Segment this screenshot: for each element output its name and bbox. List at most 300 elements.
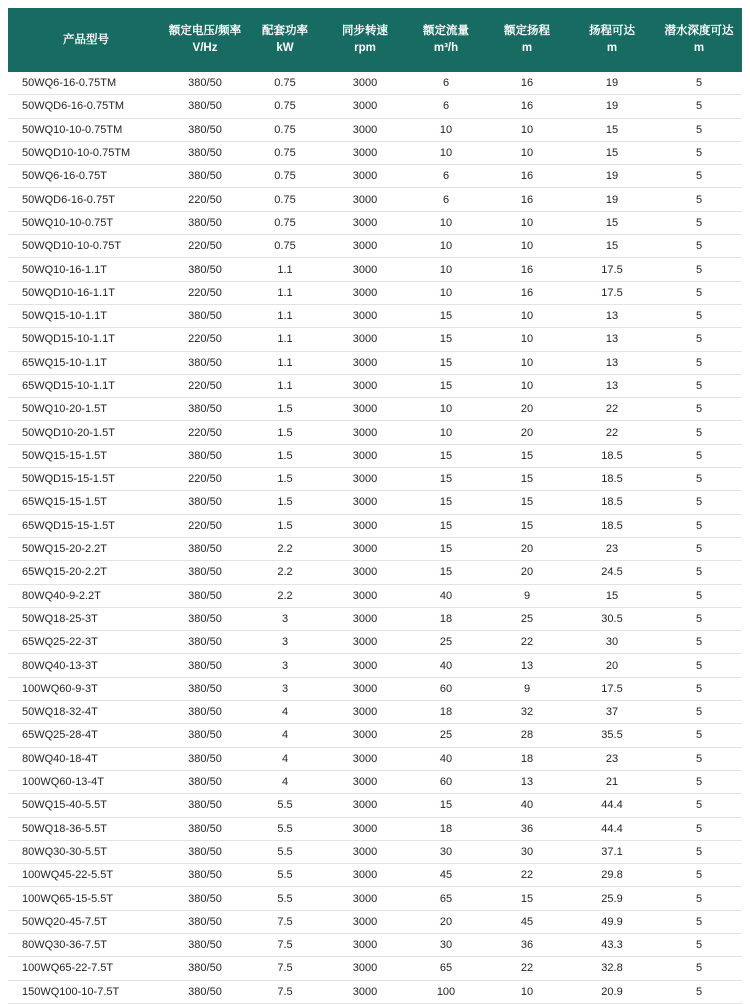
column-header-label: 额定电压/频率 (168, 25, 242, 38)
table-cell: 5 (656, 864, 742, 887)
table-row (8, 258, 742, 281)
column-header-4 (406, 8, 486, 72)
column-header-unit: rpm (354, 42, 376, 54)
table-cell: 3000 (324, 514, 406, 537)
table-cell: 380/50 (164, 654, 246, 677)
table-cell: 5 (656, 584, 742, 607)
table-cell: 10 (406, 398, 486, 421)
table-cell: 3000 (324, 724, 406, 747)
table-cell: 3000 (324, 165, 406, 188)
table-cell: 220/50 (164, 514, 246, 537)
table-cell: 5 (656, 654, 742, 677)
cell-product-model: 50WQ18-32-4T (8, 701, 164, 724)
table-cell: 36 (486, 933, 568, 956)
table-cell: 15 (568, 584, 656, 607)
table-cell: 380/50 (164, 72, 246, 95)
table-cell: 380/50 (164, 258, 246, 281)
table-cell: 6 (406, 165, 486, 188)
table-cell: 5 (656, 910, 742, 933)
table-cell: 40 (406, 654, 486, 677)
table-cell: 1.5 (246, 421, 324, 444)
table-cell: 5 (656, 444, 742, 467)
table-cell: 380/50 (164, 910, 246, 933)
table-cell: 5 (656, 351, 742, 374)
table-cell: 18 (406, 701, 486, 724)
table-cell: 5 (656, 211, 742, 234)
table-cell: 23 (568, 537, 656, 560)
table-cell: 15 (568, 118, 656, 141)
table-cell: 13 (486, 654, 568, 677)
table-cell: 1.5 (246, 491, 324, 514)
table-cell: 3000 (324, 584, 406, 607)
table-cell: 10 (486, 141, 568, 164)
cell-product-model: 50WQ15-10-1.1T (8, 304, 164, 327)
table-cell: 220/50 (164, 235, 246, 258)
table-cell: 3000 (324, 817, 406, 840)
table-cell: 65 (406, 957, 486, 980)
table-cell: 30 (486, 840, 568, 863)
table-cell: 4 (246, 724, 324, 747)
table-row (8, 281, 742, 304)
table-cell: 380/50 (164, 141, 246, 164)
table-cell: 3000 (324, 957, 406, 980)
column-header-label: 额定扬程 (504, 25, 550, 38)
table-cell: 3000 (324, 118, 406, 141)
table-cell: 32.8 (568, 957, 656, 980)
table-cell: 17.5 (568, 281, 656, 304)
table-row (8, 980, 742, 1003)
table-cell: 380/50 (164, 561, 246, 584)
table-cell: 5 (656, 95, 742, 118)
table-cell: 380/50 (164, 211, 246, 234)
table-cell: 25 (486, 607, 568, 630)
cell-product-model: 100WQ60-9-3T (8, 677, 164, 700)
table-cell: 1.1 (246, 258, 324, 281)
table-cell: 380/50 (164, 677, 246, 700)
column-header-label: 额定流量 (423, 25, 469, 38)
table-cell: 5.5 (246, 840, 324, 863)
table-cell: 0.75 (246, 72, 324, 95)
table-cell: 380/50 (164, 980, 246, 1003)
table-cell: 7.5 (246, 910, 324, 933)
table-cell: 3000 (324, 374, 406, 397)
table-cell: 3000 (324, 351, 406, 374)
table-cell: 10 (406, 421, 486, 444)
table-cell: 6 (406, 95, 486, 118)
table-row (8, 770, 742, 793)
table-cell: 5 (656, 887, 742, 910)
table-cell: 0.75 (246, 235, 324, 258)
table-cell: 10 (486, 980, 568, 1003)
table-cell: 16 (486, 165, 568, 188)
table-cell: 5 (656, 933, 742, 956)
table-cell: 10 (406, 235, 486, 258)
table-cell: 3000 (324, 980, 406, 1003)
table-row (8, 910, 742, 933)
table-cell: 15 (406, 351, 486, 374)
table-cell: 15 (406, 794, 486, 817)
table-cell: 13 (568, 328, 656, 351)
table-cell: 21 (568, 770, 656, 793)
table-cell: 65 (406, 887, 486, 910)
table-cell: 1.1 (246, 351, 324, 374)
table-cell: 32 (486, 701, 568, 724)
table-cell: 380/50 (164, 118, 246, 141)
table-cell: 43.3 (568, 933, 656, 956)
cell-product-model: 50WQD10-10-0.75T (8, 235, 164, 258)
table-cell: 380/50 (164, 817, 246, 840)
table-cell: 10 (486, 374, 568, 397)
table-cell: 6 (406, 188, 486, 211)
table-cell: 220/50 (164, 281, 246, 304)
table-row (8, 817, 742, 840)
table-cell: 1.5 (246, 444, 324, 467)
table-cell: 36 (486, 817, 568, 840)
cell-product-model: 50WQD15-10-1.1T (8, 328, 164, 351)
column-header-unit: kW (276, 42, 294, 54)
table-row (8, 957, 742, 980)
table-cell: 3000 (324, 631, 406, 654)
table-cell: 7.5 (246, 980, 324, 1003)
column-header-label: 配套功率 (262, 25, 308, 38)
table-cell: 3000 (324, 95, 406, 118)
column-header-unit: m (521, 42, 533, 54)
cell-product-model: 50WQ10-10-0.75TM (8, 118, 164, 141)
table-row (8, 654, 742, 677)
table-cell: 4 (246, 770, 324, 793)
cell-product-model: 80WQ40-9-2.2T (8, 584, 164, 607)
table-cell: 380/50 (164, 840, 246, 863)
table-cell: 7.5 (246, 957, 324, 980)
column-header-2 (246, 8, 324, 72)
table-cell: 380/50 (164, 351, 246, 374)
cell-product-model: 50WQ6-16-0.75TM (8, 72, 164, 95)
table-cell: 30 (406, 933, 486, 956)
table-cell: 1.5 (246, 514, 324, 537)
table-cell: 3000 (324, 468, 406, 491)
cell-product-model: 50WQ10-16-1.1T (8, 258, 164, 281)
table-cell: 380/50 (164, 304, 246, 327)
column-header-label: 潜水深度可达 (664, 25, 734, 38)
column-header-label: 同步转速 (342, 25, 388, 38)
cell-product-model: 100WQ45-22-5.5T (8, 864, 164, 887)
table-cell: 15 (406, 491, 486, 514)
table-cell: 5 (656, 514, 742, 537)
table-cell: 17.5 (568, 258, 656, 281)
table-cell: 3000 (324, 910, 406, 933)
table-cell: 5 (656, 165, 742, 188)
table-cell: 380/50 (164, 887, 246, 910)
table-cell: 5 (656, 724, 742, 747)
table-cell: 5 (656, 747, 742, 770)
table-cell: 60 (406, 770, 486, 793)
table-cell: 30 (406, 840, 486, 863)
table-cell: 5 (656, 421, 742, 444)
cell-product-model: 150WQ100-10-7.5T (8, 980, 164, 1003)
table-cell: 3000 (324, 933, 406, 956)
table-row (8, 421, 742, 444)
table-cell: 5 (656, 188, 742, 211)
table-row (8, 468, 742, 491)
table-cell: 13 (486, 770, 568, 793)
table-cell: 15 (406, 444, 486, 467)
table-cell: 380/50 (164, 537, 246, 560)
table-cell: 20 (406, 910, 486, 933)
table-row (8, 887, 742, 910)
table-cell: 3000 (324, 211, 406, 234)
table-cell: 44.4 (568, 794, 656, 817)
table-cell: 19 (568, 188, 656, 211)
table-row (8, 328, 742, 351)
table-cell: 1.5 (246, 398, 324, 421)
table-cell: 60 (406, 677, 486, 700)
table-cell: 37.1 (568, 840, 656, 863)
table-cell: 10 (486, 211, 568, 234)
table-row (8, 444, 742, 467)
table-cell: 380/50 (164, 491, 246, 514)
table-row (8, 840, 742, 863)
table-cell: 5 (656, 281, 742, 304)
table-cell: 380/50 (164, 607, 246, 630)
table-row (8, 95, 742, 118)
table-cell: 23 (568, 747, 656, 770)
table-cell: 44.4 (568, 817, 656, 840)
table-cell: 380/50 (164, 398, 246, 421)
table-cell: 380/50 (164, 770, 246, 793)
table-cell: 3 (246, 607, 324, 630)
column-header-label: 扬程可达 (589, 25, 635, 38)
cell-product-model: 100WQ65-22-7.5T (8, 957, 164, 980)
table-cell: 19 (568, 165, 656, 188)
table-cell: 3000 (324, 561, 406, 584)
table-row (8, 584, 742, 607)
table-cell: 100 (406, 980, 486, 1003)
cell-product-model: 50WQ20-45-7.5T (8, 910, 164, 933)
table-cell: 16 (486, 281, 568, 304)
table-cell: 30 (568, 631, 656, 654)
table-cell: 15 (486, 444, 568, 467)
table-cell: 5 (656, 980, 742, 1003)
column-header-3 (324, 8, 406, 72)
table-cell: 40 (406, 584, 486, 607)
table-cell: 19 (568, 72, 656, 95)
table-cell: 1.1 (246, 328, 324, 351)
cell-product-model: 65WQ15-15-1.5T (8, 491, 164, 514)
table-row (8, 491, 742, 514)
table-cell: 3000 (324, 258, 406, 281)
table-cell: 5 (656, 72, 742, 95)
table-cell: 5.5 (246, 864, 324, 887)
table-cell: 380/50 (164, 444, 246, 467)
table-cell: 15 (406, 374, 486, 397)
table-cell: 0.75 (246, 141, 324, 164)
table-cell: 3000 (324, 770, 406, 793)
table-cell: 40 (406, 747, 486, 770)
table-row (8, 561, 742, 584)
cell-product-model: 50WQD6-16-0.75TM (8, 95, 164, 118)
cell-product-model: 65WQ25-28-4T (8, 724, 164, 747)
table-cell: 29.8 (568, 864, 656, 887)
table-cell: 3000 (324, 677, 406, 700)
table-cell: 0.75 (246, 118, 324, 141)
table-cell: 3 (246, 677, 324, 700)
table-cell: 3000 (324, 281, 406, 304)
cell-product-model: 50WQD10-10-0.75TM (8, 141, 164, 164)
table-cell: 6 (406, 72, 486, 95)
column-header-1 (164, 8, 246, 72)
table-cell: 15 (486, 887, 568, 910)
table-cell: 380/50 (164, 957, 246, 980)
cell-product-model: 100WQ65-15-5.5T (8, 887, 164, 910)
table-row (8, 118, 742, 141)
table-cell: 5 (656, 141, 742, 164)
table-cell: 2.2 (246, 561, 324, 584)
table-cell: 3 (246, 654, 324, 677)
column-header-6 (568, 8, 656, 72)
cell-product-model: 50WQD10-16-1.1T (8, 281, 164, 304)
column-header-7 (656, 8, 742, 72)
table-cell: 3000 (324, 141, 406, 164)
table-cell: 3000 (324, 654, 406, 677)
table-cell: 20 (486, 398, 568, 421)
table-cell: 5 (656, 561, 742, 584)
table-row (8, 933, 742, 956)
table-cell: 5 (656, 537, 742, 560)
table-cell: 5 (656, 794, 742, 817)
table-cell: 15 (406, 561, 486, 584)
table-cell: 10 (486, 118, 568, 141)
table-cell: 3000 (324, 72, 406, 95)
table-cell: 5 (656, 374, 742, 397)
table-cell: 28 (486, 724, 568, 747)
table-cell: 2.2 (246, 584, 324, 607)
table-cell: 5.5 (246, 794, 324, 817)
table-cell: 10 (406, 141, 486, 164)
table-cell: 16 (486, 188, 568, 211)
table-cell: 3000 (324, 235, 406, 258)
table-cell: 18 (486, 747, 568, 770)
pump-specification-table (8, 8, 742, 1004)
table-cell: 15 (406, 468, 486, 491)
table-cell: 25 (406, 631, 486, 654)
table-row (8, 747, 742, 770)
table-cell: 15 (406, 514, 486, 537)
table-cell: 15 (406, 328, 486, 351)
cell-product-model: 50WQD6-16-0.75T (8, 188, 164, 211)
table-cell: 13 (568, 374, 656, 397)
table-cell: 20 (568, 654, 656, 677)
table-header (8, 8, 742, 72)
table-cell: 5.5 (246, 817, 324, 840)
table-row (8, 724, 742, 747)
table-cell: 5 (656, 398, 742, 421)
table-row (8, 351, 742, 374)
column-header-unit: V/Hz (192, 42, 218, 54)
table-cell: 2.2 (246, 537, 324, 560)
table-cell: 22 (486, 631, 568, 654)
table-row (8, 398, 742, 421)
table-cell: 13 (568, 304, 656, 327)
table-body (8, 72, 742, 1003)
table-row (8, 235, 742, 258)
table-row (8, 864, 742, 887)
cell-product-model: 50WQ18-25-3T (8, 607, 164, 630)
table-cell: 35.5 (568, 724, 656, 747)
cell-product-model: 50WQD10-20-1.5T (8, 421, 164, 444)
table-cell: 5 (656, 491, 742, 514)
table-cell: 18 (406, 817, 486, 840)
table-cell: 3000 (324, 444, 406, 467)
table-row (8, 304, 742, 327)
table-cell: 25 (406, 724, 486, 747)
table-row (8, 677, 742, 700)
table-cell: 3000 (324, 398, 406, 421)
table-cell: 0.75 (246, 211, 324, 234)
column-header-5 (486, 8, 568, 72)
cell-product-model: 50WQ15-20-2.2T (8, 537, 164, 560)
table-cell: 220/50 (164, 468, 246, 491)
cell-product-model: 80WQ30-36-7.5T (8, 933, 164, 956)
table-row (8, 141, 742, 164)
table-cell: 380/50 (164, 933, 246, 956)
table-cell: 3000 (324, 537, 406, 560)
table-cell: 15 (406, 537, 486, 560)
cell-product-model: 65WQ15-20-2.2T (8, 561, 164, 584)
table-cell: 9 (486, 584, 568, 607)
table-cell: 20 (486, 561, 568, 584)
table-cell: 5 (656, 258, 742, 281)
table-cell: 10 (486, 328, 568, 351)
table-cell: 5 (656, 328, 742, 351)
table-cell: 3000 (324, 421, 406, 444)
table-cell: 1.5 (246, 468, 324, 491)
table-row (8, 607, 742, 630)
table-cell: 5 (656, 840, 742, 863)
table-cell: 5 (656, 235, 742, 258)
column-header-unit: m (693, 42, 705, 54)
table-cell: 4 (246, 701, 324, 724)
cell-product-model: 50WQ10-10-0.75T (8, 211, 164, 234)
table-cell: 16 (486, 72, 568, 95)
cell-product-model: 65WQ15-10-1.1T (8, 351, 164, 374)
table-cell: 30.5 (568, 607, 656, 630)
table-cell: 0.75 (246, 95, 324, 118)
table-cell: 3000 (324, 491, 406, 514)
cell-product-model: 50WQ10-20-1.5T (8, 398, 164, 421)
table-cell: 1.1 (246, 304, 324, 327)
table-cell: 3000 (324, 840, 406, 863)
table-cell: 5 (656, 631, 742, 654)
table-cell: 9 (486, 677, 568, 700)
cell-product-model: 80WQ40-13-3T (8, 654, 164, 677)
cell-product-model: 80WQ40-18-4T (8, 747, 164, 770)
table-cell: 380/50 (164, 794, 246, 817)
table-cell: 5 (656, 607, 742, 630)
table-cell: 5 (656, 817, 742, 840)
table-cell: 3000 (324, 328, 406, 351)
cell-product-model: 100WQ60-13-4T (8, 770, 164, 793)
cell-product-model: 50WQ18-36-5.5T (8, 817, 164, 840)
table-cell: 22 (486, 957, 568, 980)
table-cell: 22 (568, 398, 656, 421)
table-cell: 3000 (324, 188, 406, 211)
table-cell: 45 (486, 910, 568, 933)
table-cell: 45 (406, 864, 486, 887)
table-row (8, 537, 742, 560)
table-cell: 49.9 (568, 910, 656, 933)
table-cell: 18.5 (568, 468, 656, 491)
table-row (8, 514, 742, 537)
